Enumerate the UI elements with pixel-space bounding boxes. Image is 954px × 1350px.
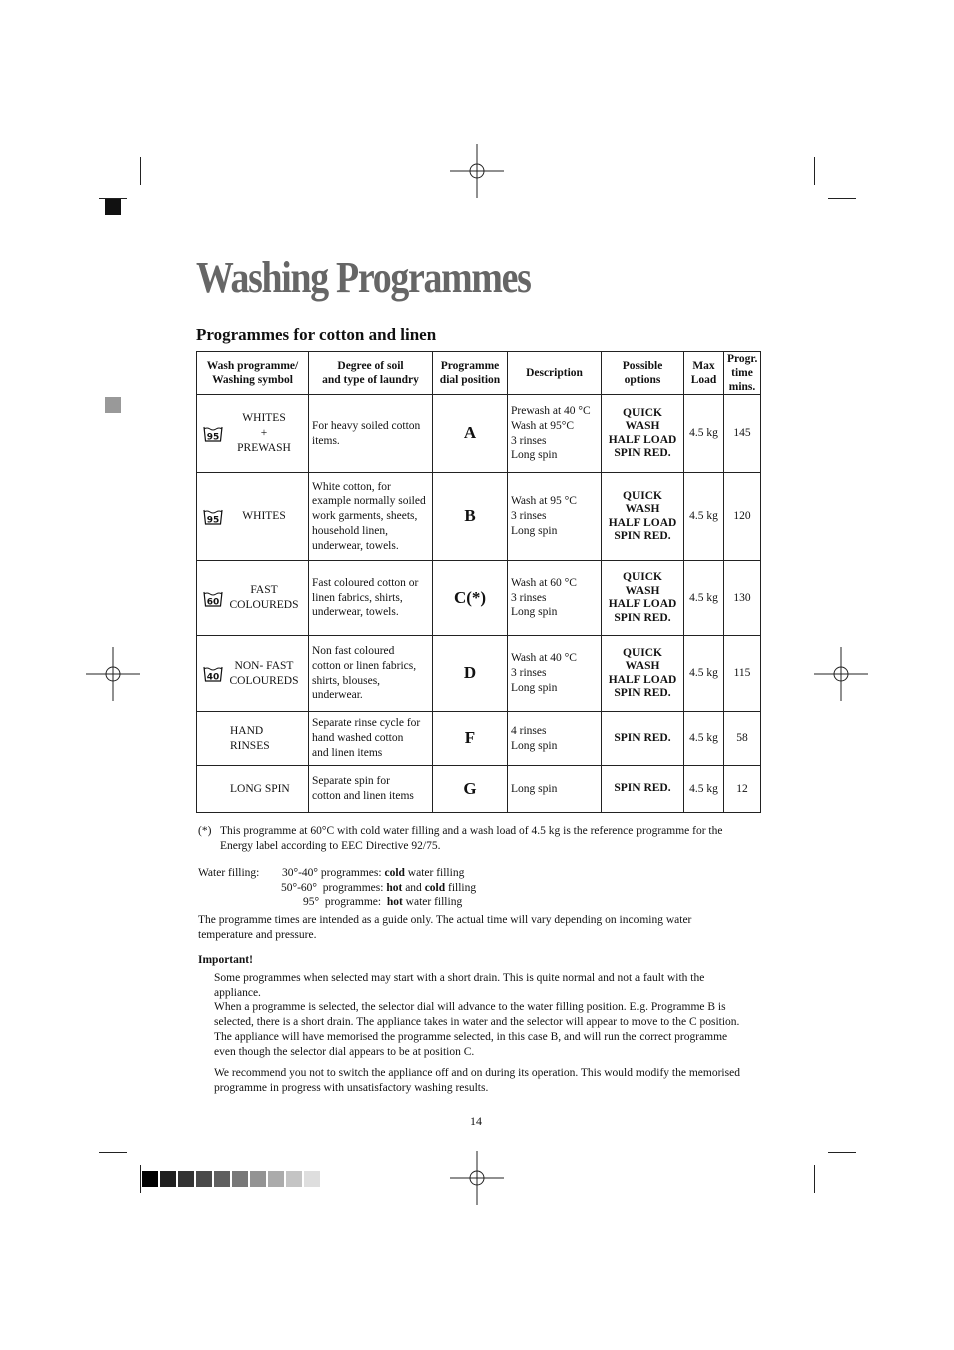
crop-mark	[814, 157, 815, 185]
wash-tub-icon	[203, 508, 223, 525]
section-subtitle: Programmes for cotton and linen	[196, 325, 437, 344]
color-swatch	[142, 1171, 158, 1187]
wash-tub-icon	[203, 425, 223, 442]
registration-mark-right	[814, 647, 868, 701]
col-header-time: Progr. time mins.	[724, 352, 761, 395]
col-header-max-load: Max Load	[684, 352, 724, 395]
time-cell: 130	[724, 561, 761, 636]
soil-type-cell: White cotton, for example normally soiled work garments, sheets, household linen, underwear, towels.	[309, 473, 433, 561]
page-number: 14	[470, 1114, 482, 1128]
table-row	[197, 395, 761, 473]
table-header-row	[197, 352, 761, 395]
col-header-description: Description	[508, 352, 602, 395]
color-swatch	[178, 1171, 194, 1187]
crop-mark	[828, 198, 856, 199]
description-cell: Wash at 40 °C 3 rinses Long spin	[508, 636, 602, 712]
soil-type-cell: Non fast coloured cotton or linen fabrics, shirts, blouses, underwear.	[309, 636, 433, 712]
dial-position-cell: D	[433, 636, 508, 712]
max-load-cell: 4.5 kg	[684, 561, 724, 636]
col-header-degree-of-soil: Degree of soil and type of laundry	[309, 352, 433, 395]
important-paragraph: We recommend you not to switch the appliance off and on during its operation. This would modify the memorised programme in progress with unsatisfactory washing results.	[214, 1067, 740, 1094]
wash-programme-cell: 95 WHITES + PREWASH	[197, 395, 309, 473]
programme-table	[196, 351, 761, 813]
dial-position-cell: A	[433, 395, 508, 473]
registration-mark-top	[450, 144, 504, 198]
options-cell: SPIN RED.	[602, 712, 684, 766]
options-cell: QUICK WASH HALF LOAD SPIN RED.	[602, 561, 684, 636]
programme-times-note: The programme times are intended as a guide only. The actual time will vary depending on incoming water temperature and pressure.	[198, 914, 692, 941]
options-cell: QUICK WASH HALF LOAD SPIN RED.	[602, 395, 684, 473]
important-paragraph: Some programmes when selected may start with a short drain. This is quite normal and not a fault with the appliance. When a programme is selected, the selector dial will advance to the water filling position. E.g. Programme B is selected, there is a short drain. The appliance takes in water and the selector will appear to move to the C position. The appliance will have memorised the programme selected, in this case B, and will run the correct programme even though the selector dial appears to be at position C.	[214, 972, 740, 1058]
color-swatch	[268, 1171, 284, 1187]
crop-mark	[814, 1165, 815, 1193]
svg-text:95: 95	[206, 515, 220, 525]
wash-programme-cell: 95 WHITES	[197, 473, 309, 561]
color-swatch	[286, 1171, 302, 1187]
wash-programme-cell: 60 FAST COLOUREDS	[197, 561, 309, 636]
description-cell: Wash at 95 °C 3 rinses Long spin	[508, 473, 602, 561]
soil-type-cell: Separate rinse cycle for hand washed cotton and linen items	[309, 712, 433, 766]
max-load-cell: 4.5 kg	[684, 766, 724, 813]
dial-position-cell: F	[433, 712, 508, 766]
table-row	[197, 636, 761, 712]
water-filling-line: 30°-40° programmes: cold water filling	[282, 867, 465, 879]
svg-text:60: 60	[206, 597, 220, 607]
table-row	[197, 766, 761, 813]
color-swatch	[196, 1171, 212, 1187]
color-swatch	[214, 1171, 230, 1187]
wash-tub-icon	[203, 590, 223, 607]
crop-mark	[99, 1152, 127, 1153]
dial-position-cell: G	[433, 766, 508, 813]
description-cell: Long spin	[508, 766, 602, 813]
description-cell: Prewash at 40 °C Wash at 95°C 3 rinses Long spin	[508, 395, 602, 473]
options-cell: SPIN RED.	[602, 766, 684, 813]
soil-type-cell: Separate spin for cotton and linen items	[309, 766, 433, 813]
max-load-cell: 4.5 kg	[684, 395, 724, 473]
max-load-cell: 4.5 kg	[684, 712, 724, 766]
max-load-cell: 4.5 kg	[684, 473, 724, 561]
options-cell: QUICK WASH HALF LOAD SPIN RED.	[602, 636, 684, 712]
table-row	[197, 561, 761, 636]
wash-programme-cell: LONG SPIN	[197, 766, 309, 813]
water-filling-line: 50°-60° programmes: hot and cold filling	[281, 882, 477, 894]
crop-mark	[828, 1152, 856, 1153]
col-header-wash-programme: Wash programme/ Washing symbol	[197, 352, 309, 395]
wash-programme-cell: 40 NON- FAST COLOUREDS	[197, 636, 309, 712]
color-swatch	[232, 1171, 248, 1187]
svg-text:40: 40	[206, 672, 220, 682]
max-load-cell: 4.5 kg	[684, 636, 724, 712]
wash-programme-cell: HAND RINSES	[197, 712, 309, 766]
col-header-options: Possible options	[602, 352, 684, 395]
crop-mark	[140, 157, 141, 185]
black-marker-square	[105, 199, 121, 215]
dial-position-cell: B	[433, 473, 508, 561]
gray-marker-square	[105, 397, 121, 413]
time-cell: 58	[724, 712, 761, 766]
registration-mark-bottom	[450, 1151, 504, 1205]
svg-text:95: 95	[206, 432, 220, 442]
soil-type-cell: For heavy soiled cotton items.	[309, 395, 433, 473]
water-filling-label: Water filling:	[198, 867, 260, 879]
description-cell: 4 rinses Long spin	[508, 712, 602, 766]
dial-position-cell: C(*)	[433, 561, 508, 636]
water-filling-line: 95° programme: hot water filling	[303, 896, 463, 908]
time-cell: 120	[724, 473, 761, 561]
color-swatch	[304, 1171, 320, 1187]
table-row	[197, 712, 761, 766]
time-cell: 12	[724, 766, 761, 813]
crop-mark	[140, 1165, 141, 1193]
footnote-mark: (*)	[198, 825, 212, 837]
registration-mark-left	[86, 647, 140, 701]
page-title: Washing Programmes	[196, 253, 531, 302]
important-heading: Important!	[198, 954, 253, 966]
color-swatch	[160, 1171, 176, 1187]
col-header-dial-position: Programme dial position	[433, 352, 508, 395]
table-row	[197, 473, 761, 561]
time-cell: 145	[724, 395, 761, 473]
description-cell: Wash at 60 °C 3 rinses Long spin	[508, 561, 602, 636]
options-cell: QUICK WASH HALF LOAD SPIN RED.	[602, 473, 684, 561]
soil-type-cell: Fast coloured cotton or linen fabrics, shirts, underwear, towels.	[309, 561, 433, 636]
color-swatch	[250, 1171, 266, 1187]
wash-tub-icon	[203, 665, 223, 682]
footnote-text: This programme at 60°C with cold water filling and a wash load of 4.5 kg is the reference programme for the Energy label according to EEC Directive 92/75.	[220, 825, 723, 852]
time-cell: 115	[724, 636, 761, 712]
